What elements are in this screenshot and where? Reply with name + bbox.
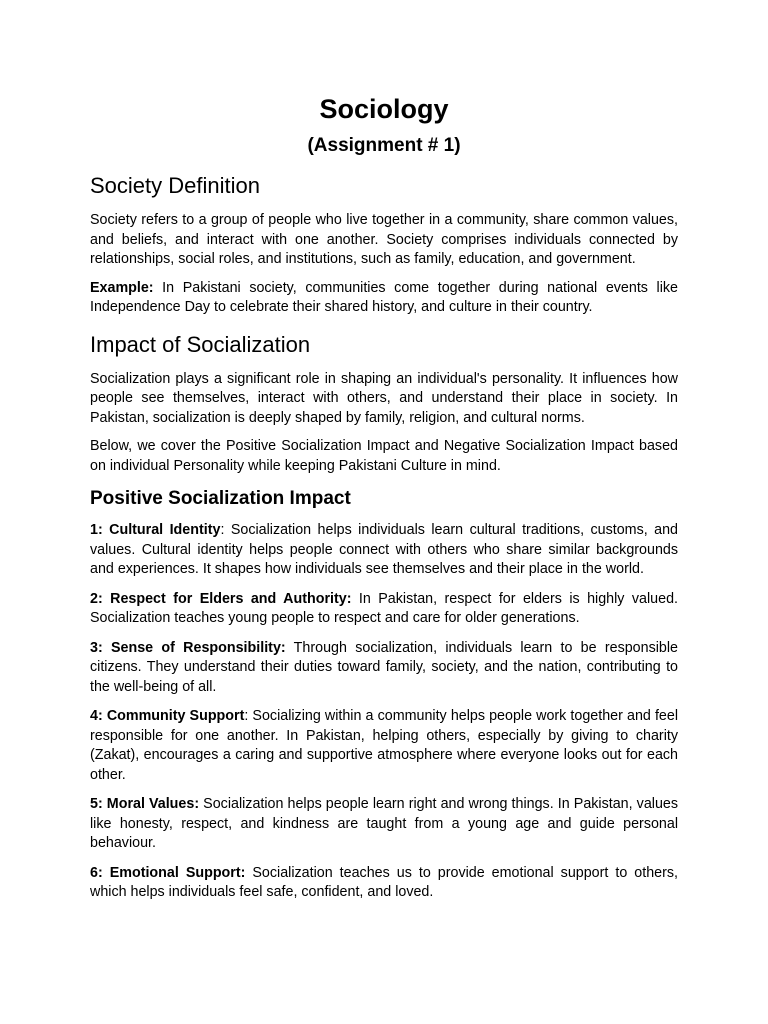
document-subtitle: (Assignment # 1) (307, 135, 461, 156)
item-label: 3: Sense of Responsibility: (90, 639, 286, 656)
positive-impact-item (90, 590, 678, 629)
item-text: Socialization teaches us to provide emotional support to others, which helps individuals feel safe, confident, and loved. (90, 864, 678, 900)
positive-impact-item (90, 521, 678, 580)
item-text: : Socializing within a community helps people work together and feel responsible for one another. In Pakistan, helping others, especially by giving to charity (Zakat), encourages a caring and supportive atmosphere where everyone looks out for each other. (90, 708, 678, 783)
positive-impact-item (90, 795, 678, 854)
example-text: In Pakistani society, communities come together during national events like Independence Day to celebrate their shared history, and culture in their country. (90, 279, 678, 315)
society-definition-heading: Society Definition (90, 173, 260, 198)
item-label: 6: Emotional Support: (90, 864, 246, 881)
item-label: 2: Respect for Elders and Authority: (90, 590, 352, 607)
impact-socialization-heading: Impact of Socialization (90, 331, 311, 357)
item-label: 1: Cultural Identity (90, 522, 221, 538)
impact-paragraph-1: Socialization plays a significant role in shaping an individual's personality. It influences how people see themselves, interact with others, and understand their place in society. In Pakistan, socialization is deeply shaped by family, religion, and cultural norms. (90, 370, 678, 426)
positive-impact-heading: Positive Socialization Impact (90, 488, 351, 509)
impact-paragraph-2: Below, we cover the Positive Socialization Impact and Negative Socialization Impact based on individual Personality while keeping Pakistani Culture in mind. (90, 438, 678, 474)
society-definition-paragraph: Society refers to a group of people who live together in a community, share common values, and beliefs, and interact with one another. Society comprises individuals connected by relationships, social roles, and institutions, such as family, education, and government. (90, 212, 678, 267)
society-example-paragraph (90, 279, 678, 318)
item-label: 4: Community Support (90, 708, 245, 724)
item-label: 5: Moral Values: (90, 796, 200, 812)
document-title: Sociology (319, 94, 449, 124)
item-text: Socialization helps people learn right and wrong things. In Pakistan, values like honesty, respect, and kindness are taught from a young age and guide personal behaviour. (90, 796, 678, 851)
item-text: : Socialization helps individuals learn cultural traditions, customs, and values. Cultural identity helps people connect with others who share similar backgrounds and experiences. It shapes how individuals see themselves and their place in the world. (90, 522, 678, 577)
example-label: Example: (90, 279, 154, 296)
positive-impact-item (90, 707, 678, 785)
positive-impact-item (90, 639, 678, 698)
item-text: Through socialization, individuals learn to be responsible citizens. They understand their duties toward family, society, and the nation, contributing to the well-being of all. (90, 639, 678, 695)
positive-impact-item (90, 864, 678, 903)
item-text: In Pakistan, respect for elders is highly valued. Socialization teaches young people to respect and care for older generations. (90, 590, 678, 626)
